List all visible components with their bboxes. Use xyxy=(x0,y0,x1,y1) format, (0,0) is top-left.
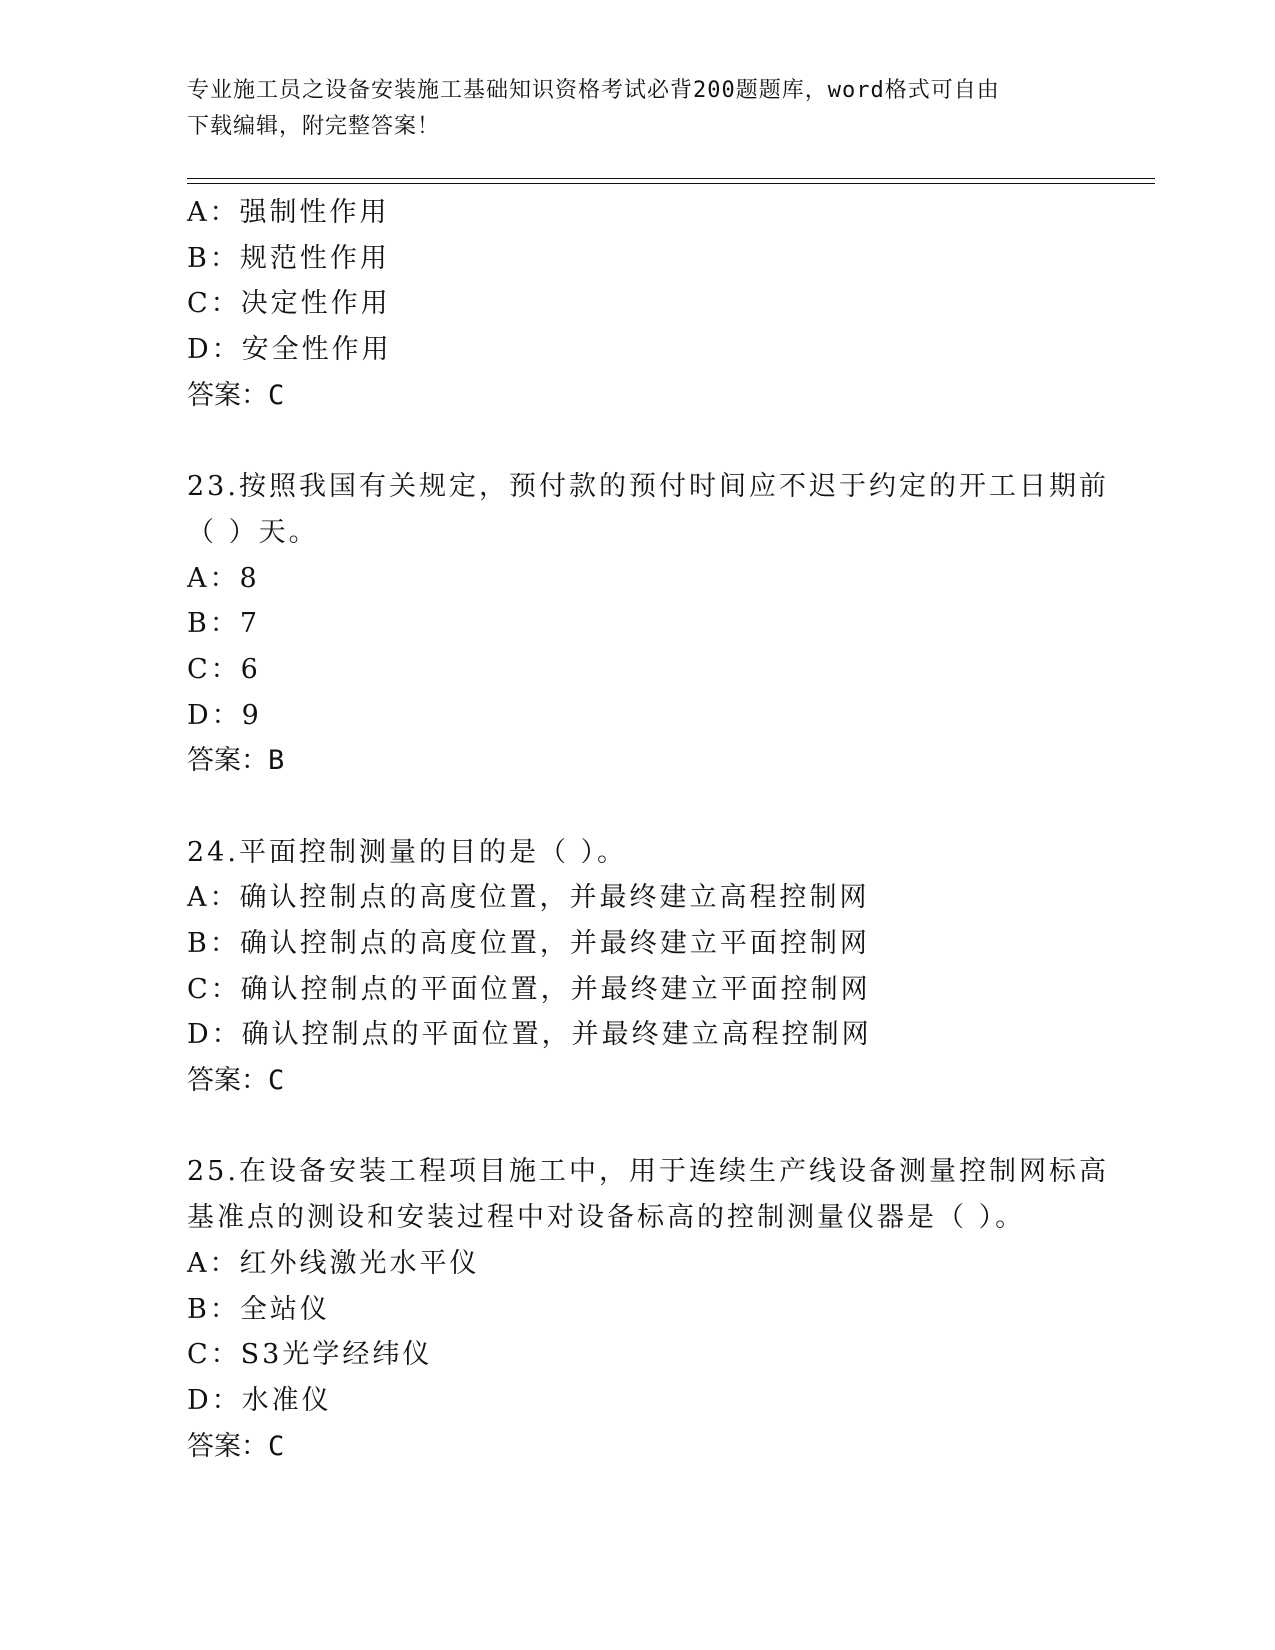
option-d: D：水准仪 xyxy=(187,1384,332,1416)
question-text-line-2: 基准点的测设和安装过程中对设备标高的控制测量仪器是（ ）。 xyxy=(187,1202,1026,1234)
option-b: B：7 xyxy=(187,608,261,640)
block-spacer xyxy=(187,784,1117,830)
option-a: A：强制性作用 xyxy=(187,197,390,228)
answer-line: 答案：C xyxy=(187,1430,285,1462)
answer-line: 答案：B xyxy=(187,745,285,777)
option-a: A：确认控制点的高度位置，并最终建立高程控制网 xyxy=(187,882,870,914)
answer-line: 答案：C xyxy=(187,1065,285,1097)
option-c: C：决定性作用 xyxy=(187,288,391,320)
option-c: C：S3光学经纬仪 xyxy=(187,1339,433,1371)
option-c: C：确认控制点的平面位置，并最终建立平面控制网 xyxy=(187,973,871,1005)
block-spacer xyxy=(187,1104,1117,1150)
question-block xyxy=(187,830,1117,1104)
question-block xyxy=(187,1149,1117,1469)
question-list xyxy=(187,190,1117,1469)
option-d: D：9 xyxy=(187,699,262,731)
header-line-2: 下载编辑，附完整答案！ xyxy=(187,114,441,139)
document-header xyxy=(187,73,1067,145)
option-c: C：6 xyxy=(187,653,261,685)
option-b: B：确认控制点的高度位置，并最终建立平面控制网 xyxy=(187,928,870,959)
option-a: A：8 xyxy=(187,562,260,594)
option-a: A：红外线激光水平仪 xyxy=(187,1247,480,1279)
question-block xyxy=(187,190,1117,418)
option-b: B：全站仪 xyxy=(187,1293,330,1325)
question-block xyxy=(187,464,1117,784)
option-d: D：安全性作用 xyxy=(187,334,392,366)
option-b: B：规范性作用 xyxy=(187,242,390,274)
header-rule-bottom xyxy=(187,183,1155,184)
header-line-1: 专业施工员之设备安装施工基础知识资格考试必背200题题库，word格式可自由 xyxy=(187,78,1000,103)
header-rule-top xyxy=(187,178,1155,179)
question-text-line-1: 24.平面控制测量的目的是（ ）。 xyxy=(187,836,628,868)
question-text-line-1: 25.在设备安装工程项目施工中，用于连续生产线设备测量控制网标高 xyxy=(187,1156,1109,1188)
block-spacer xyxy=(187,418,1117,464)
question-text-line-2: （ ）天。 xyxy=(187,516,319,548)
answer-line: 答案：C xyxy=(187,379,285,411)
question-text-line-1: 23.按照我国有关规定，预付款的预付时间应不迟于约定的开工日期前 xyxy=(187,471,1109,503)
option-d: D：确认控制点的平面位置，并最终建立高程控制网 xyxy=(187,1019,872,1051)
